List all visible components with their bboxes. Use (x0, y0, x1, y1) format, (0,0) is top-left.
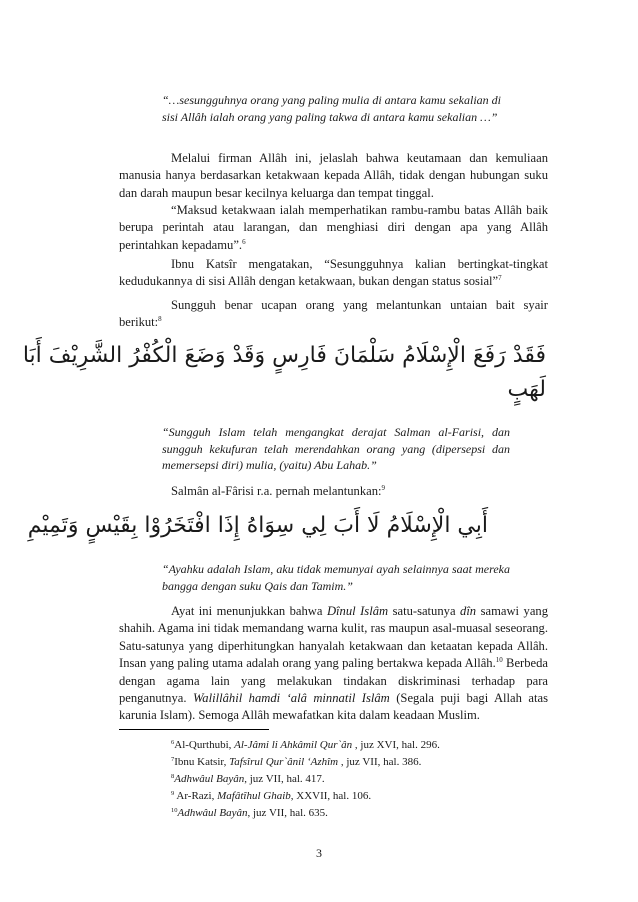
paragraph-6-text-c: samawi yang shahih. Agama ini tidak memandang warna kulit, ras maupun asal-muasal seseorang. Satu-satunya yang diperhitungkan hanyalah ketakwaan dan ketaatan kepada Allâh. Insan yang paling utama adalah orang yang paling bertakwa kepada Allâh. (119, 604, 549, 671)
footnote-title: Adhwâul Bayân (177, 807, 248, 819)
paragraph-2-text: “Maksud ketakwaan ialah memperhatikan rambu-rambu batas Allâh baik berupa perintah atau larangan, dan menghiasi diri dengan apa yang Allâh perintahkan kepadamu”. (119, 203, 548, 252)
footnote-number: 10 (171, 807, 178, 814)
footnote-9 (171, 789, 371, 803)
paragraph-6-text-a: Ayat ini menunjukkan bahwa (171, 604, 327, 618)
footnote-number: 9 (171, 790, 175, 797)
page-number: 3 (316, 846, 322, 860)
paragraph-3 (119, 256, 548, 291)
paragraph-6-text-b: satu-satunya (388, 604, 461, 618)
paragraph-5-text: Salmân al-Fârisi r.a. pernah melantunkan: (171, 484, 382, 498)
arabic-verse-1-line-1: فَقَدْ رَفَعَ الْإِسْلَامُ سَلْمَانَ فَارِسٍ وَقَدْ وَضَعَ الْكُفْرُ الشَّرِيْفَ أَبَا (22, 343, 546, 368)
footnote-number: 6 (171, 739, 175, 746)
footnote-author: Ibnu Katsir, (174, 756, 230, 768)
paragraph-3-text: Ibnu Katsîr mengatakan, “Sesungguhnya kalian bertingkat-tingkat kedudukannya di sisi Allâh dengan ketakwaan, bukan dengan status sosial” (119, 257, 548, 289)
footnote-ref-9: 9 (381, 484, 386, 492)
opening-quote-line-2: sisi Allâh ialah orang yang paling takwa di antara kamu sekalian …” (162, 109, 498, 124)
footnote-detail: , juz VII, hal. 417. (244, 773, 325, 785)
footnote-ref-8: 8 (158, 315, 162, 324)
footnote-author: Ar-Razi, (174, 790, 218, 802)
paragraph-4-text: Sungguh benar ucapan orang yang melantunkan untaian bait syair berikut: (119, 298, 548, 330)
footnote-number: 8 (171, 773, 175, 780)
paragraph-6-text-d: Berbeda dengan agama lain yang melakukan tindakan diskriminasi terhadap para penganutnya. (119, 656, 549, 706)
term-dinul-islam: Dînul Islâm (326, 604, 389, 618)
footnote-author: Al-Qurthubi, (174, 739, 235, 751)
paragraph-6 (119, 603, 548, 725)
opening-quote-line-1: “…sesungguhnya orang yang paling mulia di antara kamu sekalian di (162, 93, 501, 107)
footnote-7 (171, 755, 421, 769)
footnote-detail: , juz XVI, hal. 296. (352, 739, 440, 751)
footnote-8 (171, 772, 325, 786)
paragraph-4 (119, 297, 548, 332)
translation-quote-1: “Sungguh Islam telah mengangkat derajat Salman al-Farisi, dan sungguh kekufuran telah merendahkan orang yang (dipersepsi dan memersepsi diri) mulia, (yaitu) Abu Lahab.” (162, 425, 510, 472)
arabic-verse-1-line-2: لَهَبٍ (507, 377, 546, 402)
paragraph-1 (119, 150, 548, 202)
footnote-title: Tafsîrul Qur`ânil ‘Azhîm (229, 756, 339, 768)
footnote-ref-7: 7 (498, 274, 502, 283)
footnote-detail: , juz VII, hal. 635. (247, 807, 328, 819)
arabic-verse-2: أَبِي الْإِسْلَامُ لَا أَبَ لِي سِوَاهُ إِذَا افْتَخَرُوْا بِقَيْسٍ وَتَمِيْمِ (27, 513, 488, 538)
translation-quote-2: “Ayahku adalah Islam, aku tidak memunyai ayah selainnya saat mereka bangga dengan suku Qais dan Tamim.” (162, 562, 510, 593)
footnote-detail: , juz VII, hal. 386. (338, 756, 422, 768)
footnote-detail: , XXVII, hal. 106. (290, 790, 372, 802)
term-din: dîn (460, 604, 477, 618)
footnote-number: 7 (171, 756, 175, 763)
footnote-ref-10: 10 (495, 656, 503, 665)
term-walillahil-hamdi: Walillâhil hamdi ‘alâ minnatil Islâm (192, 691, 390, 706)
paragraph-1-text: Melalui firman Allâh ini, jelaslah bahwa keutamaan dan kemuliaan manusia hanya berdasarkan ketakwaan kepada Allâh, tidak dengan hubungan suku dan darah maupun besar kecilnya keluarga dan tempat tinggal. (119, 151, 548, 200)
paragraph-5 (171, 483, 385, 500)
footnote-title: Al-Jâmi li Ahkâmil Qur`ân (234, 739, 353, 751)
paragraph-6-text-e: (Segala puji bagi Allah atas karunia Islam). Semoga Allâh mewafatkan kita dalam keadaan Muslim. (119, 691, 548, 723)
footnote-ref-6: 6 (242, 237, 246, 246)
footnote-10 (171, 806, 328, 820)
footnote-6 (171, 738, 440, 752)
footnote-title: Mafâtîhul Ghaib (217, 790, 291, 802)
footnote-title: Adhwâul Bayân (174, 773, 245, 785)
opening-quote (162, 92, 510, 125)
footnote-divider (119, 729, 269, 730)
paragraph-2 (119, 202, 548, 254)
